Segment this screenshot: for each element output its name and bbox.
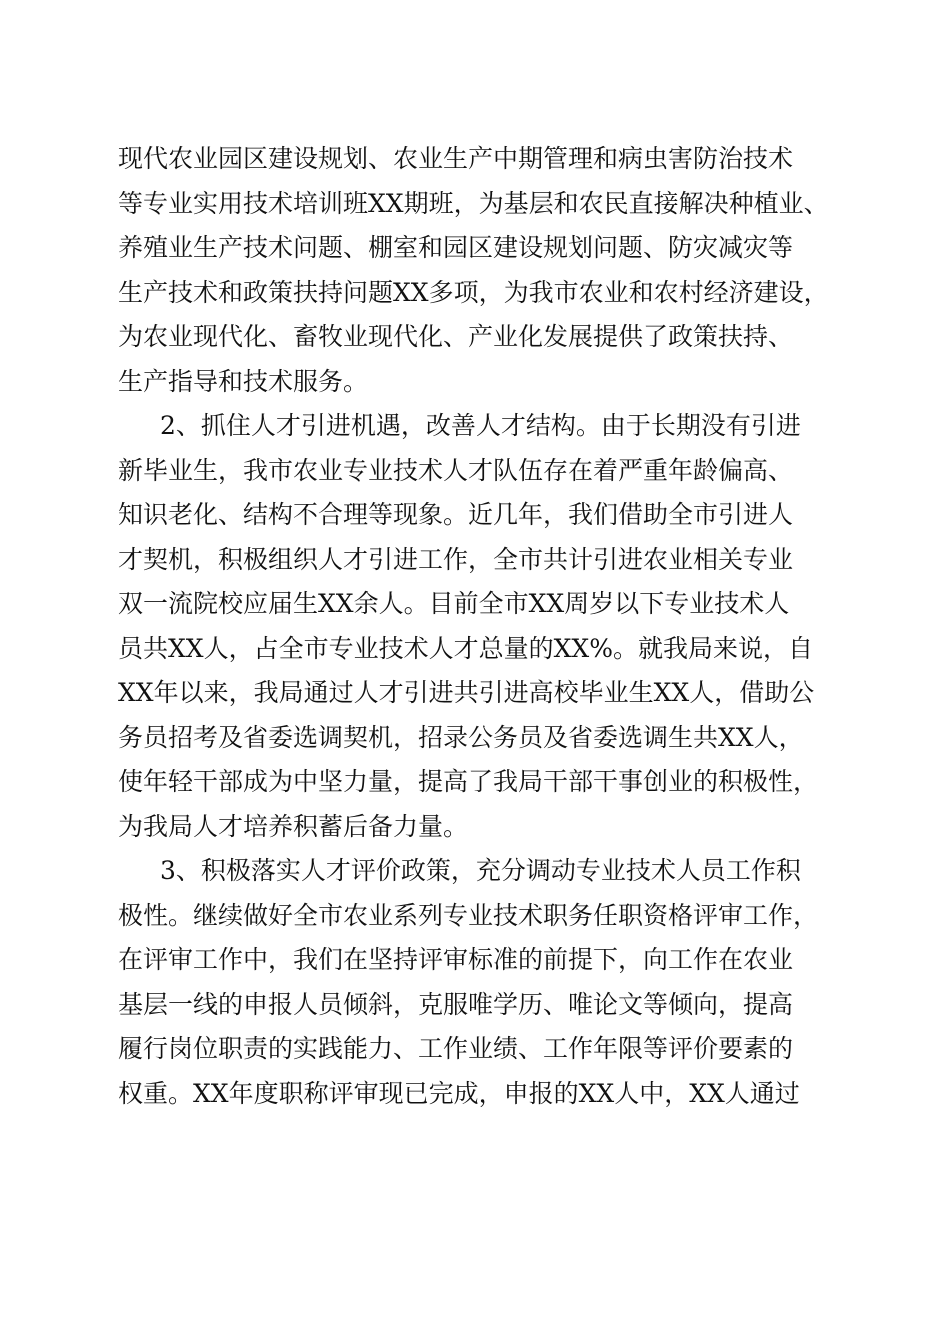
text-line: 员共XX人，占全市专业技术人才总量的XX%。就我局来说，自 — [118, 633, 813, 663]
text-line: 等专业实用技术培训班XX期班，为基层和农民直接解决种植业、 — [118, 188, 829, 218]
text-line: 生产技术和政策扶持问题XX多项，为我市农业和农村经济建设， — [118, 277, 829, 307]
text-line: 现代农业园区建设规划、农业生产中期管理和病虫害防治技术 — [118, 144, 794, 173]
text-line: 新毕业生，我市农业专业技术人才队伍存在着严重年龄偏高、 — [118, 455, 794, 485]
paragraph-2 — [118, 404, 838, 849]
text-line: 养殖业生产技术问题、棚室和园区建设规划问题、防灾减灾等 — [118, 233, 794, 262]
text-line: XX年以来，我局通过人才引进共引进高校毕业生XX人，借助公 — [118, 678, 815, 707]
text-line: 使年轻干部成为中坚力量，提高了我局干部干事创业的积极性， — [118, 767, 819, 796]
text-line: 履行岗位职责的实践能力、工作业绩、工作年限等评价要素的 — [118, 1034, 794, 1063]
text-line: 2、抓住人才引进机遇，改善人才结构。由于长期没有引进 — [160, 411, 801, 440]
paragraph-1 — [118, 137, 838, 404]
paragraph-3 — [118, 849, 838, 1116]
text-line: 基层一线的申报人员倾斜，克服唯学历、唯论文等倾向，提高 — [118, 989, 794, 1019]
text-line: 3、积极落实人才评价政策，充分调动专业技术人员工作积 — [160, 856, 801, 885]
text-line: 在评审工作中，我们在坚持评审标准的前提下，向工作在农业 — [118, 945, 794, 974]
text-line: 知识老化、结构不合理等现象。近几年，我们借助全市引进人 — [118, 500, 794, 529]
text-line: 权重。XX年度职称评审现已完成，申报的XX人中，XX人通过 — [118, 1078, 800, 1108]
text-line: 务员招考及省委选调契机，招录公务员及省委选调生共XX人， — [118, 722, 804, 752]
text-line: 极性。继续做好全市农业系列专业技术职务任职资格评审工作， — [118, 900, 819, 930]
document-body — [118, 137, 838, 1116]
text-line: 为我局人才培养积蓄后备力量。 — [118, 811, 469, 841]
text-line: 为农业现代化、畜牧业现代化、产业化发展提供了政策扶持、 — [118, 322, 794, 351]
text-line: 生产指导和技术服务。 — [118, 366, 369, 396]
text-line: 双一流院校应届生XX余人。目前全市XX周岁以下专业技术人 — [118, 589, 790, 618]
text-line: 才契机，积极组织人才引进工作，全市共计引进农业相关专业 — [118, 544, 794, 574]
